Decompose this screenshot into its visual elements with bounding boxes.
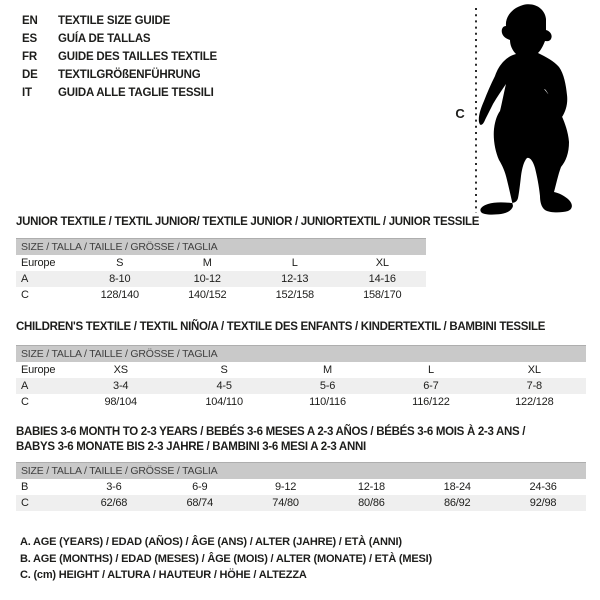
babies-textile-table [16,425,586,511]
row-cell: 98/104 [104,396,137,408]
row-label: C [21,396,29,408]
row-cell: 3-6 [106,481,122,493]
row-cell: 104/110 [205,396,243,408]
row-cell: 62/68 [100,497,128,509]
row-cell: 4-5 [216,380,232,392]
row-cell: XL [375,257,389,269]
table-row [16,394,586,410]
language-code: EN [22,15,38,27]
table-title [16,425,586,455]
row-cell: 14-16 [368,273,396,285]
row-cell: 92/98 [529,497,557,509]
language-row [22,48,217,66]
row-cell: 10-12 [193,273,221,285]
legend-line: C. (cm) HEIGHT / ALTURA / HAUTEUR / HÖHE / ALTEZZA [20,569,307,581]
table-title-line: BABIES 3-6 MONTH TO 2-3 YEARS / BEBÉS 3-6 MESES A 2-3 AÑOS / BÉBÉS 3-6 MOIS À 2-3 ANS / [16,426,526,438]
row-cell: 140/152 [188,289,227,301]
language-row [22,30,217,48]
measure-legend [20,534,432,584]
legend-line: A. AGE (YEARS) / EDAD (AÑOS) / ÂGE (ANS) / ALTER (JAHRE) / ETÀ (ANNI) [20,536,402,548]
language-code: ES [22,33,37,45]
row-label: Europe [21,257,56,269]
language-code: FR [22,51,37,63]
language-label: GUIDE DES TAILLES TEXTILE [58,51,217,63]
table-row [16,495,586,511]
row-label: A [21,273,29,285]
row-label: C [21,289,29,301]
row-cell: 3-4 [113,380,129,392]
row-cell: S [116,257,124,269]
legend-line: B. AGE (MONTHS) / EDAD (MESES) / ÂGE (MOIS) / ALTER (MONATE) / ETÀ (MESI) [20,552,432,565]
baby-silhouette-path [479,4,572,214]
language-code: IT [22,87,32,99]
language-code: DE [22,69,38,81]
junior-textile-table [16,215,480,303]
row-cell: 86/92 [443,497,471,509]
row-cell: 7-8 [526,380,542,392]
row-cell: 152/158 [275,289,314,301]
row-cell: M [323,364,332,376]
table-row [16,362,586,378]
row-cell: 24-36 [529,481,557,493]
size-header-bar: SIZE / TALLA / TAILLE / GRÖSSE / TAGLIA [16,345,586,362]
table-row [16,255,426,271]
row-cell: 110/116 [309,396,346,408]
row-label: B [21,481,29,493]
table-title-line: BABYS 3-6 MONATE BIS 2-3 JAHRE / BAMBINI 3-6 MESI A 2-3 ANNI [16,441,366,453]
language-label: TEXTILE SIZE GUIDE [58,15,171,27]
table-title [16,320,586,335]
row-cell: 158/170 [363,289,402,301]
row-label: C [21,497,29,509]
row-cell: 68/74 [186,497,213,509]
height-measure-label: C [455,106,465,121]
table-title [16,215,480,230]
language-label: GUIDA ALLE TAGLIE TESSILI [58,87,214,99]
table-row [16,378,586,394]
row-cell: 116/122 [412,396,450,408]
row-cell: XL [527,364,541,376]
row-cell: 18-24 [443,481,471,493]
row-cell: 6-7 [423,380,439,392]
table-row [16,479,586,495]
baby-silhouette-icon [450,0,600,220]
row-cell: 122/128 [515,396,554,408]
row-label: A [21,380,29,392]
row-cell: 8-10 [109,273,131,285]
row-cell: L [291,257,298,269]
row-cell: 12-18 [357,481,385,493]
language-list [22,12,217,102]
row-cell: XS [113,364,128,376]
table-row [16,271,426,287]
language-row [22,12,217,30]
row-cell: L [427,364,434,376]
size-header-bar: SIZE / TALLA / TAILLE / GRÖSSE / TAGLIA [16,238,426,255]
baby-figure [450,0,600,220]
row-label: Europe [21,364,56,376]
row-cell: 128/140 [100,289,139,301]
row-cell: 6-9 [192,481,208,493]
table-row [16,287,426,303]
table-title-line: JUNIOR TEXTILE / TEXTIL JUNIOR/ TEXTILE JUNIOR / JUNIORTEXTIL / JUNIOR TESSILE [16,216,480,228]
table-title-line: CHILDREN'S TEXTILE / TEXTIL NIÑO/A / TEXTILE DES ENFANTS / KINDERTEXTIL / BAMBINI TESSILE [16,321,546,333]
language-label: TEXTILGRÖßENFÜHRUNG [58,69,201,81]
language-label: GUÍA DE TALLAS [58,33,151,45]
row-cell: 80/86 [358,497,385,509]
childrens-textile-table [16,320,586,410]
row-cell: 9-12 [274,481,297,493]
row-cell: 5-6 [319,380,336,392]
size-header-bar: SIZE / TALLA / TAILLE / GRÖSSE / TAGLIA [16,462,586,479]
language-row [22,66,217,84]
row-cell: S [220,364,228,376]
language-row [22,84,217,102]
row-cell: M [202,257,212,269]
row-cell: 74/80 [272,497,299,509]
row-cell: 12-13 [281,273,309,285]
